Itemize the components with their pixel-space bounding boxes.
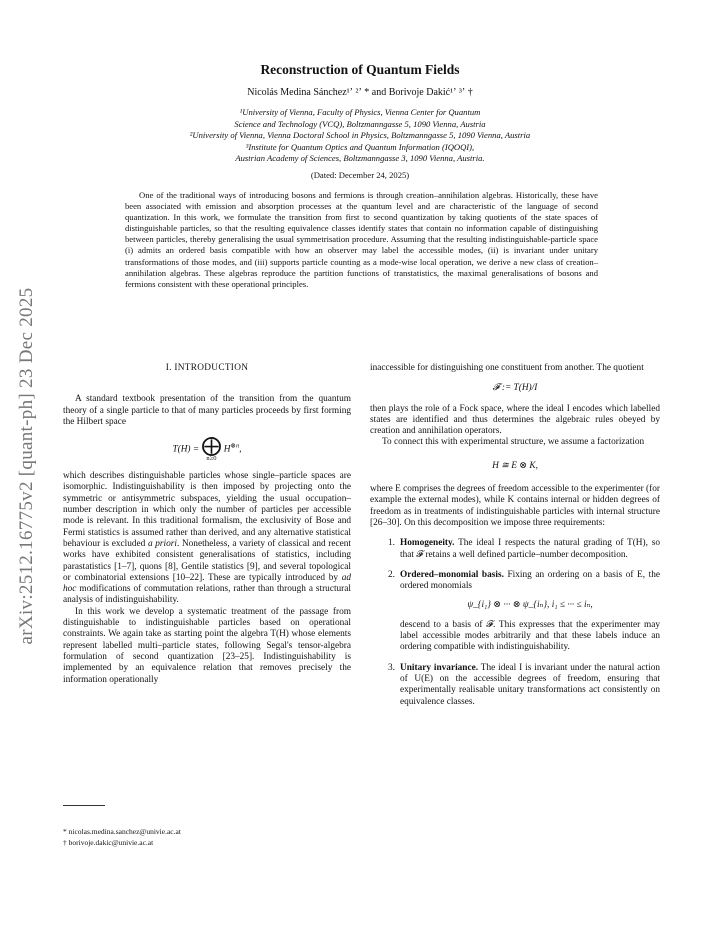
requirement-heading: Unitary invariance.	[400, 662, 479, 673]
requirement-item	[370, 570, 660, 654]
footnote-email[interactable]: † borivoje.dakic@univie.ac.at	[63, 838, 154, 847]
requirement-text: The ideal I respects the natural grading of T(H), so that 𝓕 retains a well defined particle–number decomposition.	[400, 538, 660, 560]
requirement-continuation: descend to a basis of 𝓕. This expresses that the experimenter may label accessible modes arbitrarily and that these labels induce an ordering compatible with indistinguishability.	[400, 619, 660, 653]
requirement-heading: Homogeneity.	[400, 538, 455, 549]
section-heading: I. INTRODUCTION	[165, 363, 249, 373]
paper-title: Reconstruction of Quantum Fields	[260, 62, 460, 77]
eq-rhs-exponent: ⊗n	[230, 442, 240, 450]
italic-phrase: ad hoc	[63, 572, 351, 595]
list-number: 1.	[388, 538, 395, 549]
requirement-heading: Ordered–monomial basis.	[400, 569, 504, 580]
requirement-text: The ideal I is invariant under the natural action of U(E) on the accessible degrees of freedom, ensuring that experimentally realisable unitary transformations act consistently on equivalence classes.	[400, 662, 660, 707]
affiliations	[80, 107, 640, 165]
requirement-item	[370, 538, 660, 561]
eq-comma: ,	[239, 444, 242, 455]
direct-sum-index: n≥0	[206, 455, 217, 463]
requirements-list	[370, 538, 660, 708]
date-line: (Dated: December 24, 2025)	[310, 170, 410, 180]
eq-lhs: T(H) =	[172, 444, 202, 455]
affiliation-line: ¹University of Vienna, Faculty of Physics, Vienna Center for Quantum	[239, 107, 481, 117]
equation-factorization: H ≅ E ⊗ K,	[492, 460, 538, 471]
author-line: Nicolás Medina Sánchez¹ʼ ²ʼ * and Borivoje Dakić¹ʼ ³ʼ †	[247, 87, 473, 98]
right-paragraph-2: then plays the role of a Fock space, where the ideal I encodes which labelled states are identified and thus determines the algebraic rules obeyed by creation and annihilation operators.	[370, 403, 660, 437]
left-column	[63, 363, 351, 686]
equation-tensor-algebra	[63, 437, 351, 462]
equation-quotient: 𝓕 := T(H)/I	[492, 383, 538, 394]
text-run: modifications of commutation relations, rather than through a structural analysis of indistinguishability.	[63, 584, 351, 606]
intro-paragraph-2	[63, 471, 351, 607]
arxiv-identifier-stamp: arXiv:2512.16775v2 [quant-ph] 23 Dec 2025	[16, 287, 37, 645]
requirement-item	[370, 663, 660, 708]
right-paragraph-1: inaccessible for distinguishing one constituent from another. The quotient	[370, 363, 644, 373]
affiliation-line: ³Institute for Quantum Optics and Quantum Information (IQOQI),	[245, 141, 475, 152]
italic-phrase: a priori	[147, 538, 177, 549]
intro-paragraph-3: In this work we develop a systematic treatment of the passage from distinguishable to indistinguishable particles based on operational constraints. We again take as starting point the algebra T(H) whose elements represent labelled multi–particle states, following Segal's tensor-algebra formulation of second quantization [23–25]. Indistinguishability is implemented by an equivalence relation that removes precisely the information operationally	[63, 606, 351, 685]
text-run: which describes distinguishable particles whose single–particle spaces are isomorphic. Indistinguishability is then imposed by projecting onto the symmetric or antisymmetric subspaces, yielding the usual occupation–number description in which only the number of particles per accessible mode is relevant. In this traditional formalism, the exclusivity of Bose and Fermi statistics is assumed rather than derived, and any alternative statistical behaviour is excluded	[63, 471, 351, 549]
list-number: 3.	[388, 662, 395, 673]
requirement-text: Fixing an ordering on a basis of E, the ordered monomials	[400, 569, 661, 592]
footnote-rule	[63, 805, 105, 806]
eq-rhs: H	[223, 444, 231, 455]
footnotes	[63, 826, 181, 848]
abstract: One of the traditional ways of introducing bosons and fermions is through creation–annihilation algebras. Historically, these have been associated with emission and absorption processes at the quantum level and are characteristic of the language of second quantization. In this work, we formulate the transition from first to second quantization by taking quotients of the state spaces of distinguishable particles, so that the resulting equivalence classes identify states that contain no information capable of distinguishing between particles, thereby generalising the usual symmetrisation procedure. Assuming that the resulting indistinguishable-particle space (i) admits an ordered basis compatible with how an observer may label the accessible modes, (ii) is invariant under unitary transformations of those modes, and (iii) supports particle counting as a mode-wise local operation, we derive a new class of creation–annihilation algebras. These algebras reproduce the partition functions of transtatistics, the maximal generalisations of bosons and fermions consistent with these operational principles.	[125, 190, 598, 289]
affiliation-line: Austrian Academy of Sciences, Boltzmanngasse 3, 1090 Vienna, Austria.	[235, 153, 485, 164]
list-number: 2.	[388, 569, 395, 580]
footnote-email[interactable]: * nicolas.medina.sanchez@univie.ac.at	[63, 827, 181, 836]
intro-paragraph-1: A standard textbook presentation of the transition from the quantum theory of a single particle to that of many particles proceeds by first forming the Hilbert space	[63, 394, 351, 427]
right-paragraph-4: where E comprises the degrees of freedom accessible to the experimenter (for example the external modes), while K contains internal or hidden degrees of freedom as in treatments of indistinguishable particles with internal structure [26–30]. On this decomposition we impose three requirements:	[370, 484, 660, 528]
text-run: . Nonetheless, a variety of classical and recent works have exhibited consistent generalisations of statistics, including parastatistics [1–7], quons [8], Gentile statistics [9], and several topological or combinatorial extensions [10–22]. These are typically introduced by	[63, 538, 352, 583]
equation-ordered-monomials: ψ_{i₁} ⊗ ··· ⊗ ψ_{iₙ}, i₁ ≤ ··· ≤ iₙ,	[467, 600, 593, 611]
right-paragraph-3: To connect this with experimental structure, we assume a factorization	[382, 437, 645, 448]
affiliation-line: ²University of Vienna, Vienna Doctoral School in Physics, Boltzmanngasse 5, 1090 Vienna, Austria	[189, 130, 531, 141]
right-column	[370, 363, 660, 708]
direct-sum-symbol: ⨁	[201, 435, 222, 458]
affiliation-line: Science and Technology (VCQ), Boltzmanngasse 5, 1090 Vienna, Austria	[234, 118, 486, 129]
